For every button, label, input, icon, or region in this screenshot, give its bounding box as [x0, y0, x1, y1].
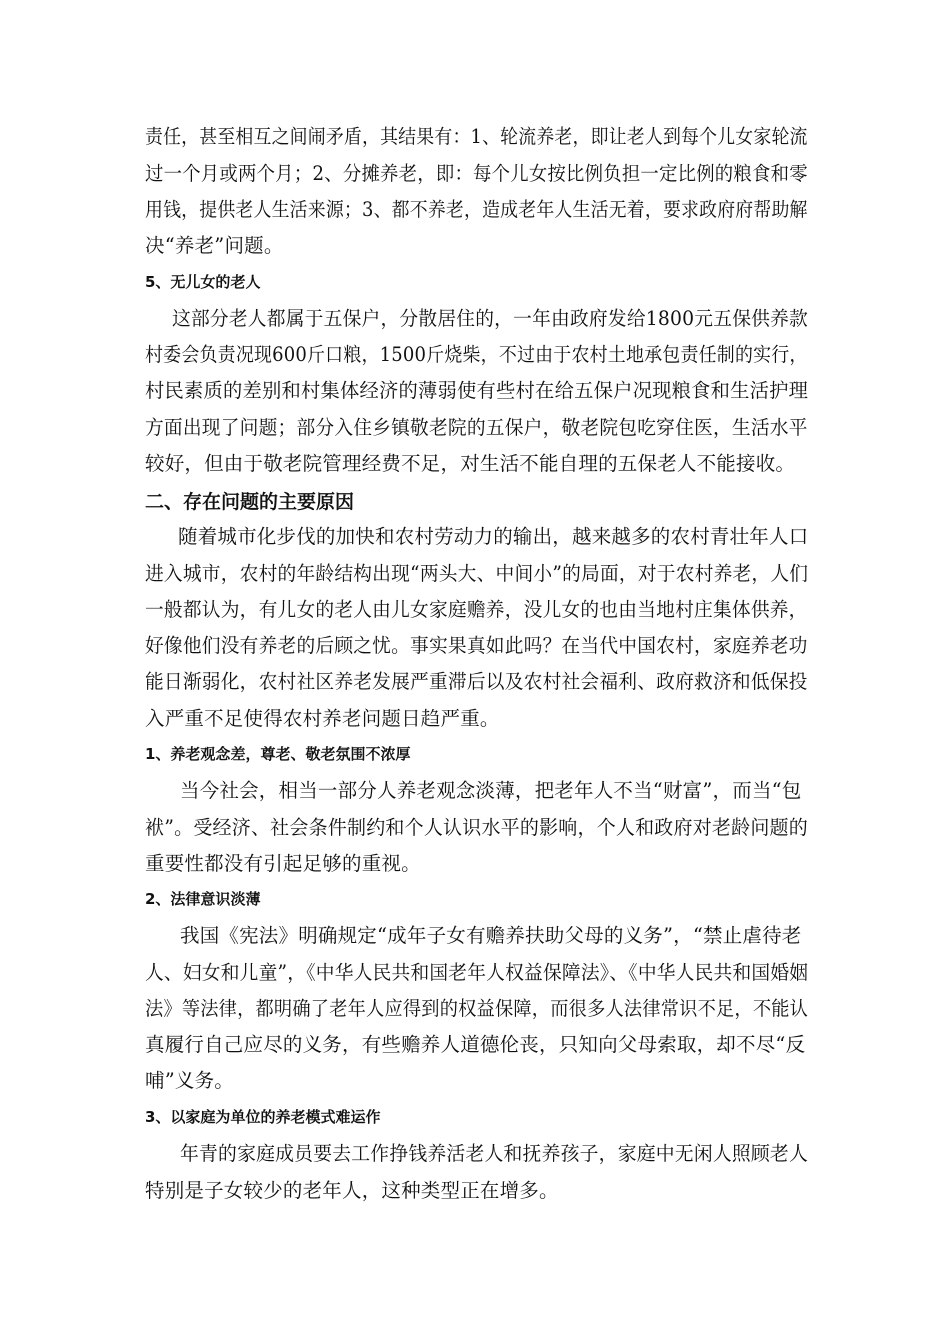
- subheading-no-children-elderly: 5、无儿女的老人: [145, 273, 261, 291]
- text-line: 特别是子女较少的老年人，这种类型正在增多。: [145, 1179, 559, 1202]
- text-line: 这部分老人都属于五保户，分散居住的，一年由政府发给1800元五保供养款: [172, 307, 809, 330]
- text-line: 一般都认为，有儿女的老人由儿女家庭赡养，没儿女的也由当地村庄集体供养，: [145, 598, 808, 621]
- text-line: 方面出现了问题；部分入住乡镇敬老院的五保户，敬老院包吃穿住医，生活水平: [145, 416, 808, 439]
- subheading-elderly-care-concept: 1、养老观念差，尊老、敬老氛围不浓厚: [145, 745, 411, 763]
- text-line: 好像他们没有养老的后顾之忧。事实果真如此吗？在当代中国农村，家庭养老功: [145, 634, 808, 657]
- text-line: 哺”义务。: [145, 1069, 234, 1092]
- text-line: 人、妇女和儿童”，《中华人民共和国老年人权益保障法》、《中华人民共和国婚姻: [145, 961, 809, 984]
- text-line: 年青的家庭成员要去工作挣钱养活老人和抚养孩子，家庭中无闲人照顾老人: [180, 1142, 809, 1165]
- text-line: 随着城市化步伐的加快和农村劳动力的输出，越来越多的农村青壮年人口: [178, 525, 809, 548]
- text-line: 重要性都没有引起足够的重视。: [145, 852, 421, 875]
- text-line: 较好，但由于敬老院管理经费不足，对生活不能自理的五保老人不能接收。: [145, 452, 796, 475]
- text-line: 责任，甚至相互之间闹矛盾，其结果有：1、轮流养老，即让老人到每个儿女家轮流: [145, 125, 808, 148]
- text-line: 用钱，提供老人生活来源；3、都不养老，造成老年人生活无着，要求政府府帮助解: [145, 198, 808, 221]
- text-line: 法》等法律，都明确了老年人应得到的权益保障，而很多人法律常识不足，不能认: [145, 997, 809, 1020]
- text-line: 过一个月或两个月；2、分摊养老，即：每个儿女按比例负担一定比例的粮食和零: [145, 162, 808, 185]
- section-heading-main-causes: 二、存在问题的主要原因: [145, 491, 355, 513]
- text-line: 村委会负责况现600斤口粮，1500斤烧柴，不过由于农村土地承包责任制的实行，: [145, 343, 808, 366]
- subheading-legal-awareness: 2、法律意识淡薄: [145, 890, 261, 908]
- text-line: 当今社会，相当一部分人养老观念淡薄，把老年人不当“财富”，而当“包: [180, 779, 802, 802]
- text-line: 我国《宪法》明确规定“成年子女有赡养扶助父母的义务”，“禁止虐待老: [180, 924, 802, 947]
- text-line: 真履行自己应尽的义务，有些赡养人道德伦丧，只知向父母索取，却不尽“反: [145, 1033, 806, 1056]
- text-line: 村民素质的差别和村集体经济的薄弱使有些村在给五保户况现粮食和生活护理: [145, 379, 809, 402]
- text-line: 决“养老”问题。: [145, 234, 284, 257]
- text-line: 袱”。受经济、社会条件制约和个人认识水平的影响，个人和政府对老龄问题的: [145, 816, 808, 839]
- subheading-family-care-model: 3、以家庭为单位的养老模式难运作: [145, 1108, 381, 1126]
- text-line: 进入城市，农村的年龄结构出现“两头大、中间小”的局面，对于农村养老，人们: [145, 562, 809, 585]
- text-line: 能日渐弱化，农村社区养老发展严重滞后以及农村社会福利、政府救济和低保投: [145, 670, 808, 693]
- text-line: 入严重不足使得农村养老问题日趋严重。: [145, 707, 500, 730]
